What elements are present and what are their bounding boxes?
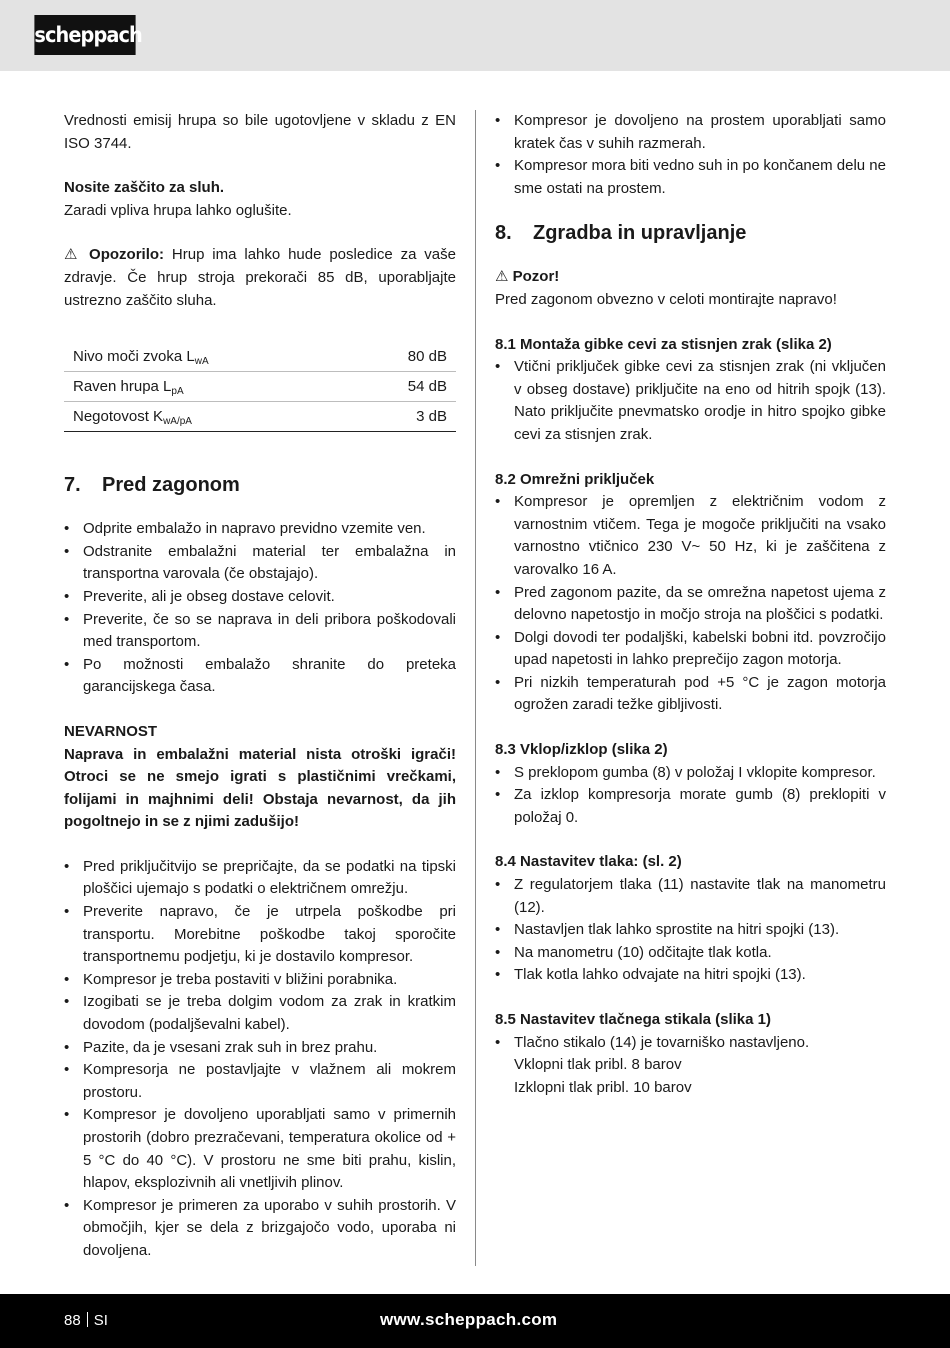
noise-label: Nivo moči zvoka $L_{wA}$ — [64, 342, 358, 372]
list-item: • Kompresor je opremljen z električnim vodom z varnostnim vtičem. Tega je mogoče priključiti na vsako varnostno vtičnico 230 V~ 50 Hz, ki je zaščitena z varovalko 16 A. — [495, 491, 886, 581]
page-number: 88 SI — [64, 1312, 108, 1329]
warning-text: Hrup ima lahko hude posledice za vaše zdravje. Če hrup stroja prekorači 85 dB, uporabljajte ustrezno zaščito sluha. — [64, 246, 456, 309]
subsection-8-2-list — [495, 491, 886, 717]
list-item: • Odstranite embalažni material ter embalažna in transportna varovala (če obstajajo). — [64, 541, 456, 586]
list-item: • Kompresorja ne postavljajte v vlažnem ali mokrem prostoru. — [64, 1059, 456, 1104]
list-item: • Pri nizkih temperaturah pod +5 °C je zagon motorja ogrožen zaradi težke gibljivosti. — [495, 672, 886, 717]
table-row — [64, 372, 456, 402]
list-item: • Kompresor je treba postaviti v bližini porabnika. — [64, 969, 456, 992]
switch-on-pressure: Vklopni tlak pribl. 8 barov — [514, 1056, 682, 1074]
right-column — [495, 110, 886, 1099]
subsection-8-1-list — [495, 356, 886, 446]
section-8-heading: 8. Zgradba in upravljanje — [495, 222, 747, 245]
outdoor-list — [495, 110, 886, 200]
subsection-8-1-title: 8.1 Montaža gibke cevi za stisnjen zrak (slika 2) — [495, 335, 832, 353]
noise-label: Negotovost $K_{wA/pA}$ — [64, 402, 358, 432]
noise-value: 3 dB — [358, 402, 456, 432]
caution-text: Pred zagonom obvezno v celoti montirajte napravo! — [495, 290, 837, 308]
noise-warning — [64, 244, 456, 312]
list-item: • Po možnosti embalažo shranite do preteka garancijskega časa. — [64, 654, 456, 699]
list-item: • Tlačno stikalo (14) je tovarniško nastavljeno. Vklopni tlak pribl. 8 barov Izklopni tlak pribl. 10 barov — [495, 1032, 886, 1100]
subsection-8-4-title: 8.4 Nastavitev tlaka: (sl. 2) — [495, 853, 682, 871]
warning-label: Opozorilo: — [89, 246, 165, 264]
caution-title: ⚠ Pozor! — [495, 268, 560, 286]
list-item: • Kompresor je dovoljeno uporabljati samo v primernih prostorih (dobro prezračevani, temperatura okolice od + 5 °C do 40 °C). V prostoru ne sme biti prahu, kislin, hlapov, eksplozivnih ali vnetljivih plinov. — [64, 1104, 456, 1194]
list-item: • Nastavljen tlak lahko sprostite na hitri spojki (13). — [495, 919, 886, 942]
list-item: • Na manometru (10) odčitajte tlak kotla. — [495, 942, 886, 965]
list-item: • Kompresor mora biti vedno suh in po končanem delu ne sme ostati na prostem. — [495, 155, 886, 200]
list-item: • Izogibati se je treba dolgim vodom za zrak in kratkim dovodom (podaljševalni kabel). — [64, 991, 456, 1036]
footer-bar — [0, 1294, 950, 1348]
brand-logo: scheppach — [34, 15, 135, 55]
noise-table — [64, 342, 456, 432]
subsection-8-5-list — [495, 1032, 886, 1100]
list-item: • Preverite, ali je obseg dostave celovit. — [64, 586, 456, 609]
noise-value: 54 dB — [358, 372, 456, 402]
table-row — [64, 402, 456, 432]
website-link[interactable]: www.scheppach.com — [380, 1310, 558, 1329]
list-item: • Z regulatorjem tlaka (11) nastavite tlak na manometru (12). — [495, 874, 886, 919]
hearing-protection-title: Nosite zaščito za sluh. — [64, 179, 225, 197]
warning-icon: ⚠ — [64, 246, 82, 264]
list-item: • Preverite, če so se naprava in deli pribora poškodovali med transportom. — [64, 609, 456, 654]
column-divider — [475, 110, 476, 1266]
list-item: • Pred priključitvijo se prepričajte, da se podatki na tipski ploščici ujemajo s podatki o električnem omrežju. — [64, 856, 456, 901]
list-item: • Tlak kotla lahko odvajate na hitri spojki (13). — [495, 964, 886, 987]
unpacking-list — [64, 518, 456, 699]
danger-title: NEVARNOST — [64, 722, 158, 740]
list-item: • Kompresor je primeren za uporabo v suhih prostorih. V območjih, kjer se dela z brizgajočo vodo, uporaba ni dovoljena. — [64, 1195, 456, 1263]
list-item: • Za izklop kompresorja morate gumb (8) preklopiti v položaj 0. — [495, 784, 886, 829]
subsection-8-2-title: 8.2 Omrežni priključek — [495, 470, 655, 488]
subsection-8-4-list — [495, 874, 886, 987]
section-7-heading: 7. Pred zagonom — [64, 474, 240, 497]
list-item: • Pazite, da je vsesani zrak suh in brez prahu. — [64, 1037, 456, 1060]
list-item: • Kompresor je dovoljeno na prostem uporabljati samo kratek čas v suhih razmerah. — [495, 110, 886, 155]
list-item: • Vtični priključek gibke cevi za stisnjen zrak (ni vključen v obseg dostave) priključite na eno od hitrih spojk (13). Nato priključite pnevmatsko orodje in hitro spojko gibke cevi za stisnjen zrak. — [495, 356, 886, 446]
list-item: • Preverite napravo, če je utrpela poškodbe pri transportu. Morebitne poškodbe takoj sporočite transportnemu podjetju, ki je dostavilo kompresor. — [64, 901, 456, 969]
header-bar — [0, 0, 950, 71]
table-row — [64, 342, 456, 372]
list-item: • Pred zagonom pazite, da se omrežna napetost ujema z delovno napetostjo in močjo stroja na ploščici s podatki. — [495, 582, 886, 627]
noise-intro: Vrednosti emisij hrupa so bile ugotovljene v skladu z EN ISO 3744. — [64, 112, 456, 152]
list-item: • Dolgi dovodi ter podaljški, kabelski bobni itd. povzročijo upad napetosti in lahko preprečijo zagon motorja. — [495, 627, 886, 672]
noise-value: 80 dB — [358, 342, 456, 372]
list-item: • S preklopom gumba (8) v položaj I vklopite kompresor. — [495, 762, 886, 785]
switch-off-pressure: Izklopni tlak pribl. 10 barov — [514, 1078, 692, 1096]
hearing-protection-text: Zaradi vpliva hrupa lahko oglušite. — [64, 201, 292, 219]
left-column — [64, 110, 456, 1263]
subsection-8-3-list — [495, 762, 886, 830]
subsection-8-3-title: 8.3 Vklop/izklop (slika 2) — [495, 741, 668, 759]
list-item: • Odprite embalažo in napravo previdno vzemite ven. — [64, 518, 456, 541]
warning-icon: ⚠ — [495, 268, 509, 286]
noise-label: Raven hrupa $L_{pA}$ — [64, 372, 358, 402]
subsection-8-5-title: 8.5 Nastavitev tlačnega stikala (slika 1) — [495, 1011, 771, 1028]
setup-list — [64, 856, 456, 1263]
danger-text: Naprava in embalažni material nista otroški igrači! Otroci se ne smejo igrati s plastičnimi vrečkami, folijami in majhnimi deli! Obstaja nevarnost, da jih pogoltnejo in se z njimi zadušijo! — [64, 745, 456, 831]
